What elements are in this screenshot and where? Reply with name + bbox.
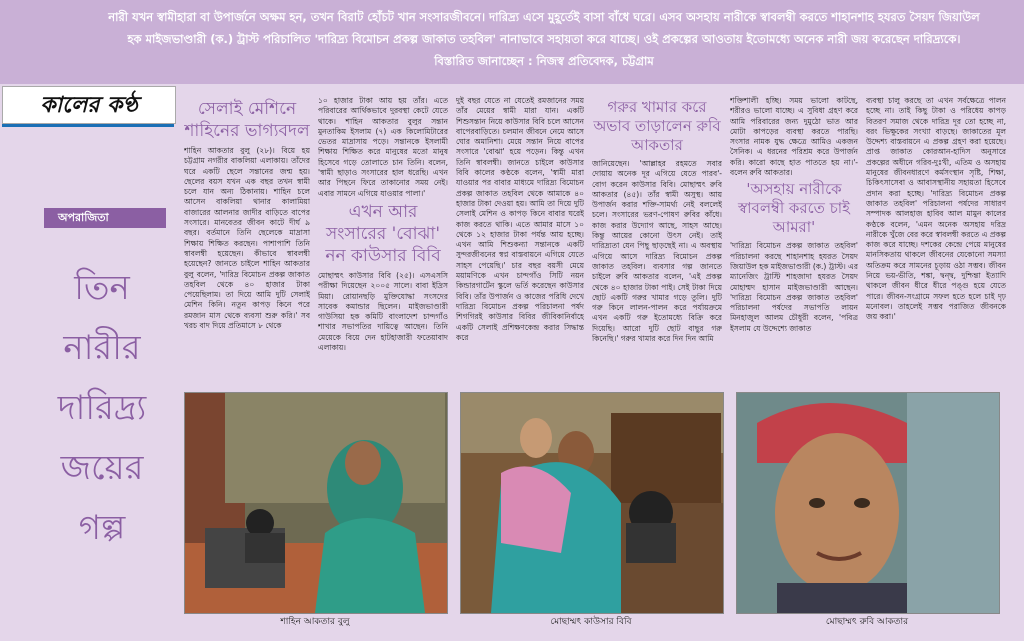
story3-body-b: শক্তিশালী হচ্ছি। সময় ভালো কাটছে, শরীরও ভালো যাচ্ছে। এ সুবিধা গ্রহণ করে আমি পরিবারের জন্য দুমুঠো ভাত আর মোটা কাপড়ের ব্যবস্থা করতে পারছি। সংসার নামক যুদ্ধ ক্ষেত্রে আমিও একজন সৈনিক। এ ধরনের পরিশ্রম করে উপার্জন করি। কারো কাছে হাত পাততে হয় না।'-বলেন রুবি আকতার। [730,96,858,178]
title-line: গল্প [78,508,126,548]
lead-text: নারী যখন স্বামীহারা বা উপার্জনে অক্ষম হন, তখন বিরাট হোঁচট খান সংসারজীবনে। দারিদ্র্য এসে মুহূর্তেই বাসা বাঁধে ঘরে। এসব অসহায় নারীকে স্বাবলম্বী করতে শাহানশাহ হযরত সৈয়দ জিয়াউল হক মাইজভাণ্ডারী (ক.) ট্রাস্ট পরিচালিত 'দারিদ্র্য বিমোচন প্রকল্প জাকাত তহবিল' নানাভাবে সহায়তা করে যাচ্ছে। ওই প্রকল্পের আওতায় ইতোমধ্যে অনেক নারী জয় করেছেন দারিদ্র্যকে। বিস্তারিত জানাচ্ছেন : নিজস্ব প্রতিবেদক, চট্টগ্রাম [108,10,980,68]
column-4 [592,96,722,386]
column-3 [456,96,584,386]
photo-kausar [460,392,724,614]
caption-kausar: মোছাম্মৎ কাউসার বিবি [550,617,632,627]
photo-ruby [736,392,1000,614]
title-line: তিন [74,268,130,308]
column-5 [730,96,858,386]
column-2 [318,96,448,386]
story3-body-c: ব্যবস্থা চালু করছে তা এখন সর্বক্ষেত্রে পালন হচ্ছে না। তাই কিছু টাকা ও পরিধেয় কাপড় বিতরণ সমাজ থেকে দারিদ্র দূর তো হচ্ছে না, বরং ভিক্ষুকের সংখ্যা বাড়ছে। জাকাতের মূল উদ্দেশ্য বাস্তবায়নে এ প্রকল্প গ্রহণ করা হয়েছে। প্রাপ্ত জাকাত কোরআন-হাদিস অনুসারে প্রকল্পের অধীনে গরিব-দুঃখী, এতিম ও অসহায় মানুষের জীবনধারণে কর্মসংস্থান সৃষ্টি, শিক্ষা, চিকিৎসাসেবা ও আবাসস্থানীয় সহায়তা হিসেবে প্রদান করা হচ্ছে। 'দারিদ্র্য বিমোচন প্রকল্প জাকাত তহবিল' পরিচালনা পর্ষদের সাধারণ সম্পাদক আলহাজ হাবিব আল মামুন কালের কণ্ঠকে বলেন, 'এমন অনেক অসহায় দরিদ্র নারীকে খুঁজে বের করে স্বাবলম্বী করতে এ প্রকল্প কাজ করে যাচ্ছে। দশকের কেন্দ্রে পেয়ে মানুষের মানসিকতায় থাকলে জীবনের যেকোনো সমস্যা অতিক্রম করে সামনের চূড়ায় ওঠা সম্ভব। জীবন নিয়ে ভয়-ভীতি, শঙ্কা, দ্বন্দ্ব, দুশ্চিন্তা ইত্যাদি থাকলে জীবন ধীরে ধীরে পঙ্গু হয়ে যেতে পারে। জীবন-সংগ্রামে সফল হতে হলে চাই দৃঢ় মনোবল। তাহলেই সম্ভব পরাজিত জীবনকে জয় করা।' [866,96,1006,322]
feature-title [22,258,182,558]
story2-body-b: দুই বছর যেতে না যেতেই রমজানের সময় তাঁর মেয়ের স্বামী মারা যান। একটি শিশুসন্তান নিয়ে কাউসার বিবি চলে আসেন বাপেরবাড়িতে। চলমান জীবনে নেমে আসে ঘোর অমানিশা। মেয়ে সন্তান নিয়ে বাপের সংসারে 'বোঝা' হয়ে পড়েন। কিন্তু এখন তিনি স্বাবলম্বী। জানতে চাইলে কাউসার বিবি কালের কণ্ঠকে বলেন, 'স্বামী মারা যাওয়ার পর বাবার মাধ্যমে দারিদ্র্য বিমোচন প্রকল্প জাকাত তহবিল থেকে আমাকে ৪০ হাজার টাকা দেওয়া হয়। আমি তা দিয়ে দুটি সেলাই মেশিন ও কাপড় কিনে বাবার ঘরেই কাজ করতে থাকি। এতে আমার মাসে ১০ থেকে ১২ হাজার টাকা পর্যন্ত আয় হচ্ছে। এখন আমি শিশুকন্যা সন্তানকে একটি সুন্দরজীবনের স্বপ্ন বাস্তবায়নে এগিয়ে যেতে সাহস পেয়েছি।' চার বছর বয়সী মেয়ে ময়ামণিকে এখন চান্দগাঁও সিটি নয়ন কিন্ডারগার্টেন স্কুলে ভর্তি করেছেন কাউসার বিবি। তাঁর উপার্জন ও কাজের পরিধি দেখে দারিদ্র্য বিমোচন প্রকল্প পরিচালনা পর্ষদ শিগগিরই কাউসার বিবির জীবিকানির্বাহে একটি সেলাই প্রশিক্ষণকেন্দ্র করার সিদ্ধান্ত করে [456,96,584,342]
story2-body-a: মোছাম্মৎ কাউসার বিবি (২৫)। এসএসসি পরীক্ষা দিয়েছেন ২০০৫ সালে। বাবা ইদ্রিস মিয়া। রোয়ানছড়ি মুক্তিযোদ্ধা সংসদের সাবেক কমান্ডার ছিলেন। মাইজভাণ্ডারী গাউসিয়া হক কমিটি বাংলাদেশ চান্দগাঁও শাখার সভাপতির দায়িত্বে আছেন। তিনি মেয়েকে বিয়ে দেন হাটহাজারী ফতেয়াবাদ এলাকায়। [318,270,448,353]
logo-rule [2,124,174,127]
story2-headline: এখন আর সংসারের 'বোঝা' নন কাউসার বিবি [325,201,441,266]
title-line: জয়ের [60,448,144,488]
quote-body: 'দারিদ্র্য বিমোচন প্রকল্প জাকাত তহবিল' পরিচালনা করছে শাহানশাহ হযরত সৈয়দ জিয়াউল হক মাইজভাণ্ডারী (ক.) ট্রাস্ট। এর ম্যানেজিং ট্রাস্টি শাহজাদা হযরত সৈয়দ মোহাম্মদ হাসান মাইজভাণ্ডারী আছেন। 'দারিদ্র্য বিমোচন প্রকল্প জাকাত তহবিল' পরিচালনা পর্ষদের সভাপতি লায়ন মিনহাজুল আলম চৌধুরী বলেন, 'পবিত্র ইসলাম যে উদ্দেশ্যে জাকাত [730,241,858,333]
story1-body-a: শাহিন আকতার বুলু (২৮)। বিয়ে হয় চট্টগ্রাম নগরীর বাকলিয়া এলাকায়। তাঁদের ঘরে একটি ছেলে সন্তানের জন্ম হয়। ছেলের বয়স যখন এক বছর তখন স্বামী চলে যান অন্য ঠিকানায়। শাহিন চলে আসেন বাকলিয়া থানার কালামিয়া বাজারের আলনার জাদীর বাড়িতে বাপের সংসারে। মানবেতর জীবন কাটে দীর্ঘ ৯ বছর। বর্তমানে তিনি ছেলেকে মাদ্রাসা শিক্ষায় শিক্ষিত করছেন। পাশাপাশি তিনি স্বাবলম্বী হয়েছেন। কীভাবে স্বাবলম্বী হয়েছেন? জানতে চাইলে শাহিন আকতার বুলু বলেন, 'দারিদ্র বিমোচন প্রকল্প জাকাত তহবিল থেকে ৪০ হাজার টাকা পেয়েছিলাম। তা দিয়ে আমি দুটি সেলাই মেশিন কিনি। নতুন কাপড় কিনে পরে রমজান মাস থেকে ব্যবসা শুরু করি।' সব খরচ বাদ দিয়ে প্রতিমাসে ৮ থেকে [184,146,310,331]
newspaper-logo: কালের কণ্ঠ [2,86,176,124]
story1-body-b: ১০ হাজার টাকা আয় হয় তাঁর। এতে পরিবারের আর্থিকভাবে দুরবস্থা কেটে যেতে থাকে। শাহিন আকতার বুলুর সন্তান মুনতাকিম ইসলাম (৭) এক কিলোমিটারের ভেতর মাদ্রাসায় পড়ে। সন্তানকে ইসলামী শিক্ষায় শিক্ষিত করে মানুষের মতো মানুষ হিসেবে গড়ে তোলাতে চান তিনি। বলেন, 'স্বামী ছাড়াও সংসারের হাল ধরেছি। এখন আর পিছনে ফিরে তাকানোর সময় নেই। এবার সামনে এগিয়ে যাওয়ার পালা।' [318,96,448,198]
photo-shahin [184,392,448,614]
title-line: দারিদ্র্য [57,388,147,428]
quote-headline: 'অসহায় নারীকে স্বাবলম্বী করতে চাই আমরা' [738,180,850,237]
title-line: নারীর [63,328,141,368]
caption-ruby: মোছাম্মৎ রুবি আকতার [825,617,909,627]
caption-shahin: শাহিন আকতার বুলু [280,617,350,627]
story3-body-a: জানিয়েছেন। 'আল্লাহর রহমতে সবার দোয়ায় অনেক দূর এগিয়ে যেতে পারব'-বোগ করেন কাউসার বিবি। মোছাম্মৎ রুবি আকতার (৪৫)। তাঁর স্বামী অসুস্থ। আয় উপার্জন করার শক্তি-সামর্থ্য নেই বললেই চলে। সংসারের ভরণ-পোষণ রুবির কাঁধে। কাজ করার উদ্যোগ আছে, সাহস আছে। কিন্তু আয়ের কোনো উৎস নেই। তাই দারিদ্র্যতা যেন পিছু ছাড়ছেই না। এ অবস্থায় এগিয়ে আসে দারিদ্র্য বিমোচন প্রকল্প জাকাত তহবিল। ব্যবসার গল্প জানতে চাইলে রুবি আকতার বলেন, 'এই প্রকল্প থেকে ৪০ হাজার টাকা পাই। সেই টাকা দিয়ে ছোট একটি গরুর খামার গড়ে তুলি। দুটি গরু কিনে লালন-পালন করে পর্যায়ক্রমে এখন একটি গরু ইতোমধ্যে বিক্রি করে দিয়েছি। আরো দুটি ছোট বাছুর গরু কিনেছি।' গরুর খামার করে দিন দিন আমি [592,159,722,344]
column-1 [184,96,310,386]
column-6 [866,96,1006,386]
section-label: অপরাজিতা [44,208,166,228]
story1-headline: সেলাই মেশিনে শাহিনের ভাগ্যবদল [184,99,310,141]
story3-headline: গরুর খামার করে অভাব তাড়ালেন রুবি আকতার [593,98,721,154]
